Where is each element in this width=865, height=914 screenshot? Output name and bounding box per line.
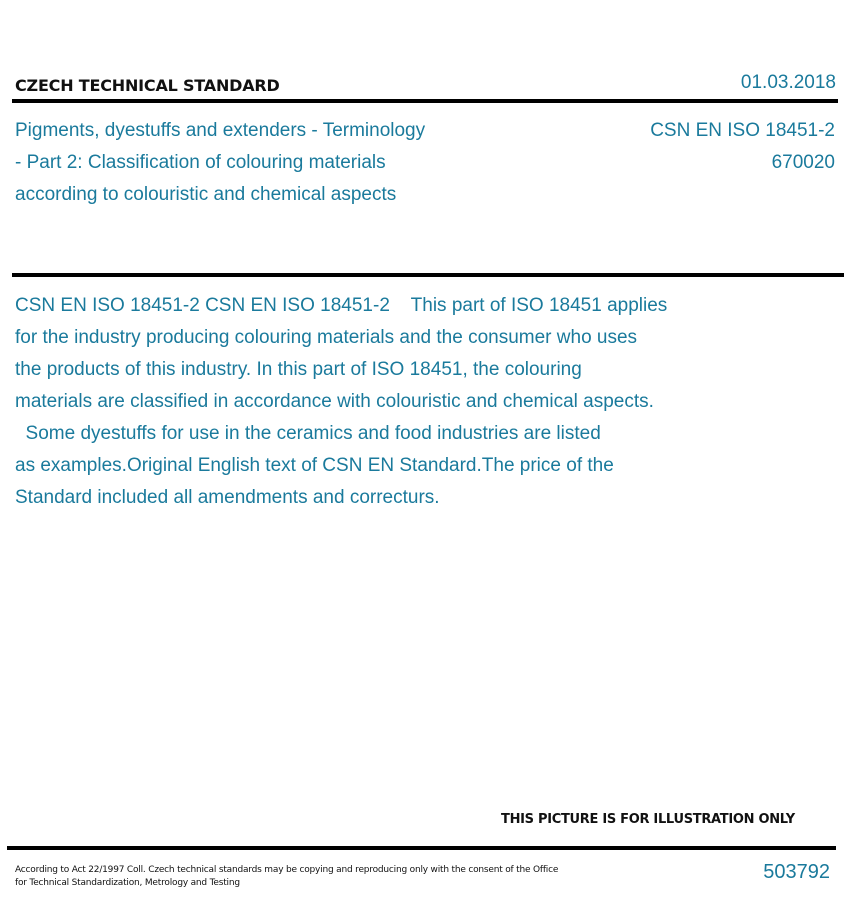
standard-title-line: according to colouristic and chemical aspects — [15, 184, 397, 205]
header-divider — [12, 99, 838, 103]
standard-title-line: Pigments, dyestuffs and extenders - Terminology — [15, 120, 426, 141]
document-type-label: CZECH TECHNICAL STANDARD — [15, 76, 280, 95]
standard-title-line: - Part 2: Classification of colouring materials — [15, 152, 386, 173]
issue-date: 01.03.2018 — [740, 72, 836, 93]
catalog-number: 503792 — [763, 861, 830, 883]
section-divider — [12, 273, 844, 277]
legal-notice-line: for Technical Standardization, Metrology and Testing — [15, 878, 240, 888]
legal-notice — [15, 864, 595, 890]
abstract-line: as examples.Original English text of CSN EN Standard.The price of the — [15, 455, 614, 476]
class-number: 670020 — [771, 152, 835, 173]
abstract-text — [15, 290, 775, 514]
abstract-line: materials are classified in accordance with colouristic and chemical aspects. — [15, 391, 654, 412]
standard-identifiers — [650, 115, 835, 179]
legal-notice-line: According to Act 22/1997 Coll. Czech technical standards may be copying and reproducing only with the consent of the Office — [15, 865, 559, 875]
abstract-line: Standard included all amendments and correcturs. — [15, 487, 440, 508]
abstract-line: CSN EN ISO 18451-2 CSN EN ISO 18451-2 This part of ISO 18451 applies — [15, 295, 668, 316]
footer-divider — [7, 846, 836, 850]
abstract-line: the products of this industry. In this part of ISO 18451, the colouring — [15, 359, 582, 380]
standard-title — [15, 115, 535, 211]
abstract-line: for the industry producing colouring materials and the consumer who uses — [15, 327, 638, 348]
standard-code: CSN EN ISO 18451-2 — [650, 120, 835, 141]
abstract-line: Some dyestuffs for use in the ceramics and food industries are listed — [15, 423, 601, 444]
illustration-notice: THIS PICTURE IS FOR ILLUSTRATION ONLY — [501, 812, 795, 827]
